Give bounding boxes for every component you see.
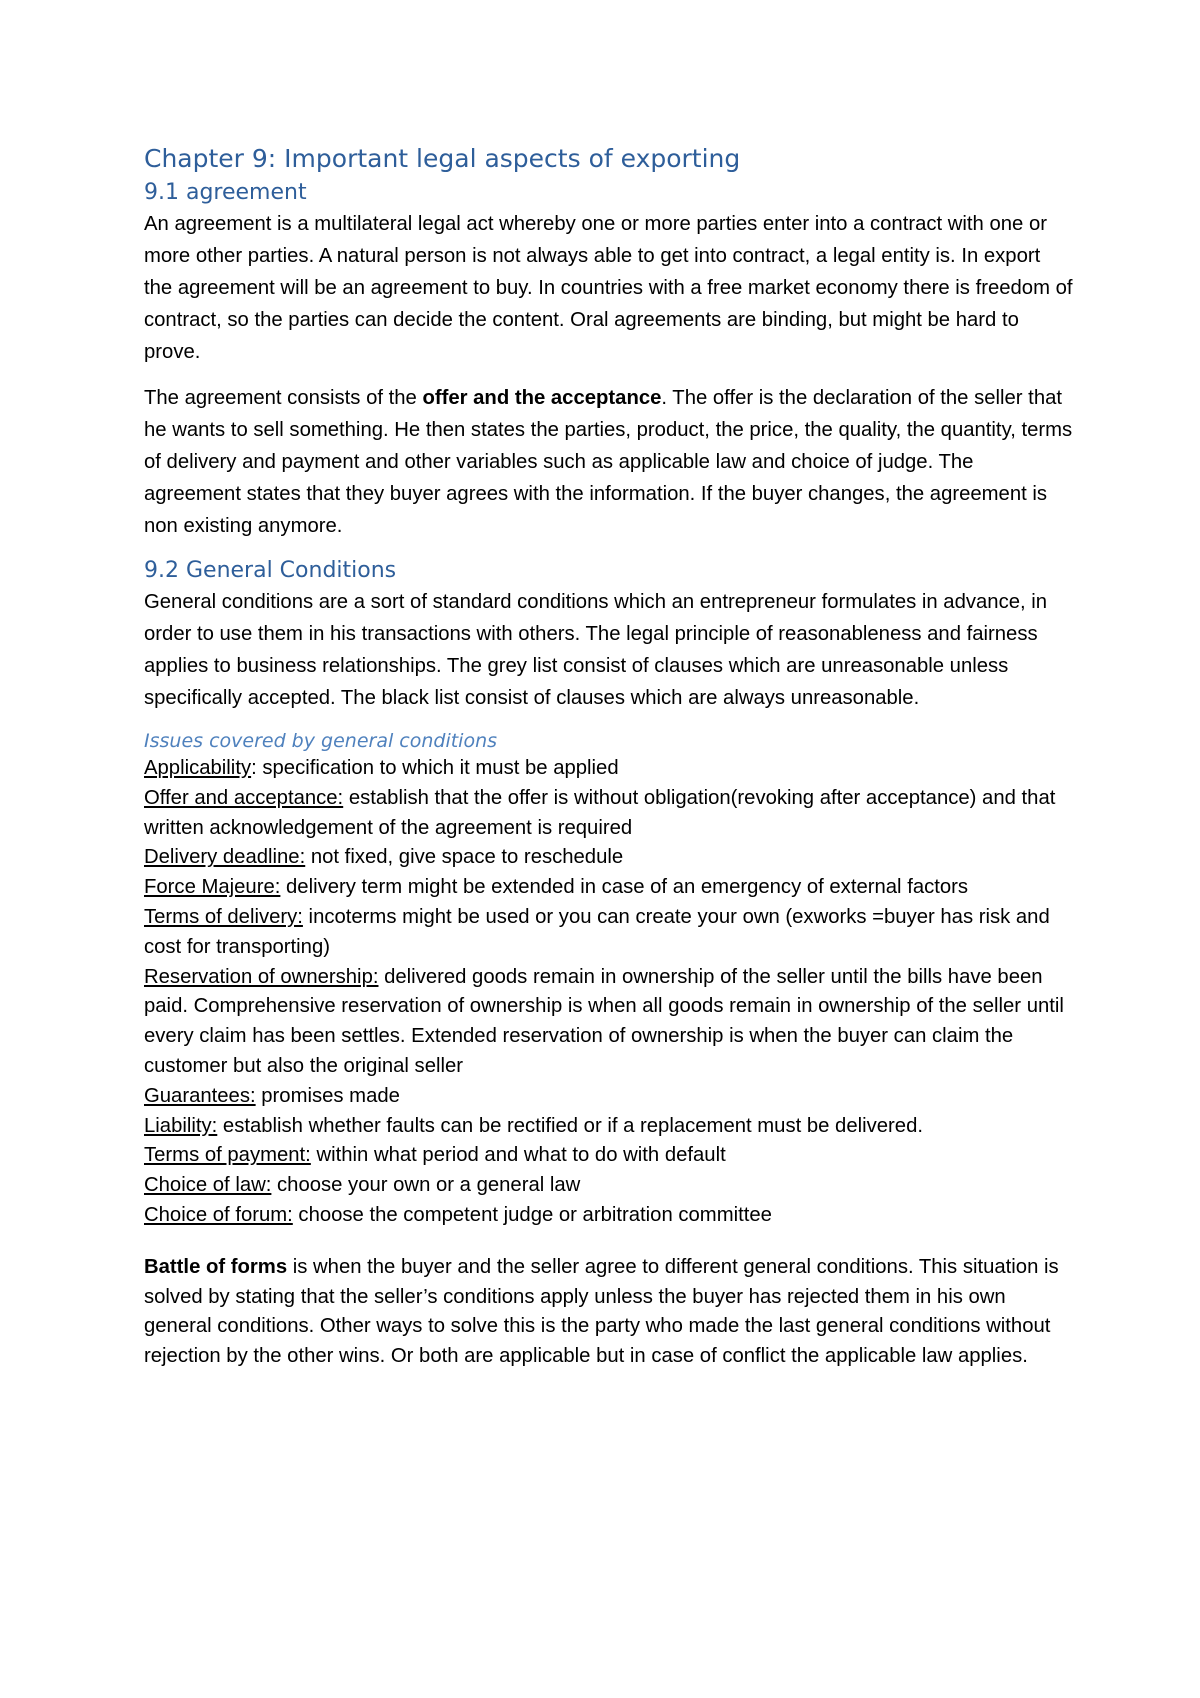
issue-text: establish whether faults can be rectified or if a replacement must be delivered. [217, 1114, 923, 1137]
battle-of-forms-paragraph [144, 1253, 1074, 1372]
issue-text: choose your own or a general law [271, 1174, 581, 1197]
paragraph-text: is when the buyer and the seller agree to different general conditions. This situation is solved by stating that the seller’s conditions apply unless the buyer has rejected them in his own general conditions. Other ways to solve this is the party who made the last general conditions without rejection by the other wins. Or both are applicable but in case of conflict the applicable law applies. [144, 1255, 1059, 1368]
issue-text: promises made [255, 1084, 400, 1107]
issue-force-majeure [144, 873, 1074, 903]
issue-text: : specification to which it must be applied [251, 757, 619, 779]
issue-choice-of-law [144, 1171, 1074, 1201]
issue-terms-of-delivery [144, 903, 1074, 963]
issue-text: establish that the offer is without obligation(revoking after acceptance) and that written acknowledgement of the agreement is required [144, 786, 1056, 839]
issue-term: Liability: [144, 1114, 218, 1137]
issue-text: incoterms might be used or you can create your own (exworks =buyer has risk and cost for transporting) [144, 905, 1050, 958]
issue-text: not fixed, give space to reschedule [305, 846, 624, 869]
issue-term: Offer and acceptance: [144, 786, 344, 809]
general-conditions-paragraph: General conditions are a sort of standard conditions which an entrepreneur formulates in advance, in order to use them in his transactions with others. The legal principle of reasonableness and fairness applies to business relationships. The grey list consist of clauses which are unreasonable unless specifically accepted. The black list consist of clauses which are always unreasonable. [144, 591, 1048, 709]
issue-term: Choice of law: [144, 1174, 272, 1197]
issue-term: Delivery deadline: [144, 846, 306, 869]
issue-term: Guarantees: [144, 1084, 256, 1107]
issues-list [144, 754, 1074, 1231]
issue-liability [144, 1112, 1074, 1142]
issue-text: delivered goods remain in ownership of the seller until the bills have been paid. Comprehensive reservation of ownership is when all goods remain in ownership of the seller until every claim has been settles. Extended reservation of ownership is when the buyer can claim the customer but also the original seller [144, 965, 1064, 1077]
section-9-1-heading: 9.1 agreement [144, 180, 307, 205]
issue-text: choose the competent judge or arbitration committee [292, 1203, 772, 1226]
issue-reservation-of-ownership [144, 963, 1074, 1082]
issue-offer-acceptance [144, 784, 1074, 844]
issue-text: within what period and what to do with default [310, 1144, 726, 1167]
bold-term-battle-of-forms: Battle of forms [144, 1255, 288, 1278]
issue-term: Reservation of ownership: [144, 965, 379, 988]
issue-text: delivery term might be extended in case of an emergency of external factors [280, 876, 969, 899]
section-9-2-heading: 9.2 General Conditions [144, 558, 397, 583]
issue-term: Applicability [144, 757, 252, 779]
issue-applicability [144, 754, 1074, 784]
issue-term: Force Majeure: [144, 876, 281, 899]
paragraph-text: The agreement consists of the [144, 387, 423, 409]
issue-guarantees [144, 1082, 1074, 1112]
issue-terms-of-payment [144, 1141, 1074, 1171]
paragraph-text: . The offer is the declaration of the seller that he wants to sell something. He then states the parties, product, the price, the quality, the quantity, terms of delivery and payment and other variables such as applicable law and choice of judge. The agreement states that they buyer agrees with the information. If the buyer changes, the agreement is non existing anymore. [144, 387, 1073, 537]
issue-term: Terms of payment: [144, 1144, 311, 1167]
issue-term: Terms of delivery: [144, 905, 303, 928]
document-body [144, 142, 1074, 1372]
issue-delivery-deadline [144, 843, 1074, 873]
issue-choice-of-forum [144, 1201, 1074, 1231]
agreement-paragraph: An agreement is a multilateral legal act whereby one or more parties enter into a contract with one or more other parties. A natural person is not always able to get into contract, a legal entity is. In export the agreement will be an agreement to buy. In countries with a free market economy there is freedom of contract, so the parties can decide the content. Oral agreements are binding, but might be hard to prove. [144, 213, 1073, 363]
offer-acceptance-paragraph [144, 382, 1074, 542]
bold-term-offer-acceptance: offer and the acceptance [422, 387, 662, 409]
issues-subheading: Issues covered by general conditions [144, 730, 498, 752]
chapter-title: Chapter 9: Important legal aspects of exporting [144, 144, 741, 173]
issue-term: Choice of forum: [144, 1203, 293, 1226]
